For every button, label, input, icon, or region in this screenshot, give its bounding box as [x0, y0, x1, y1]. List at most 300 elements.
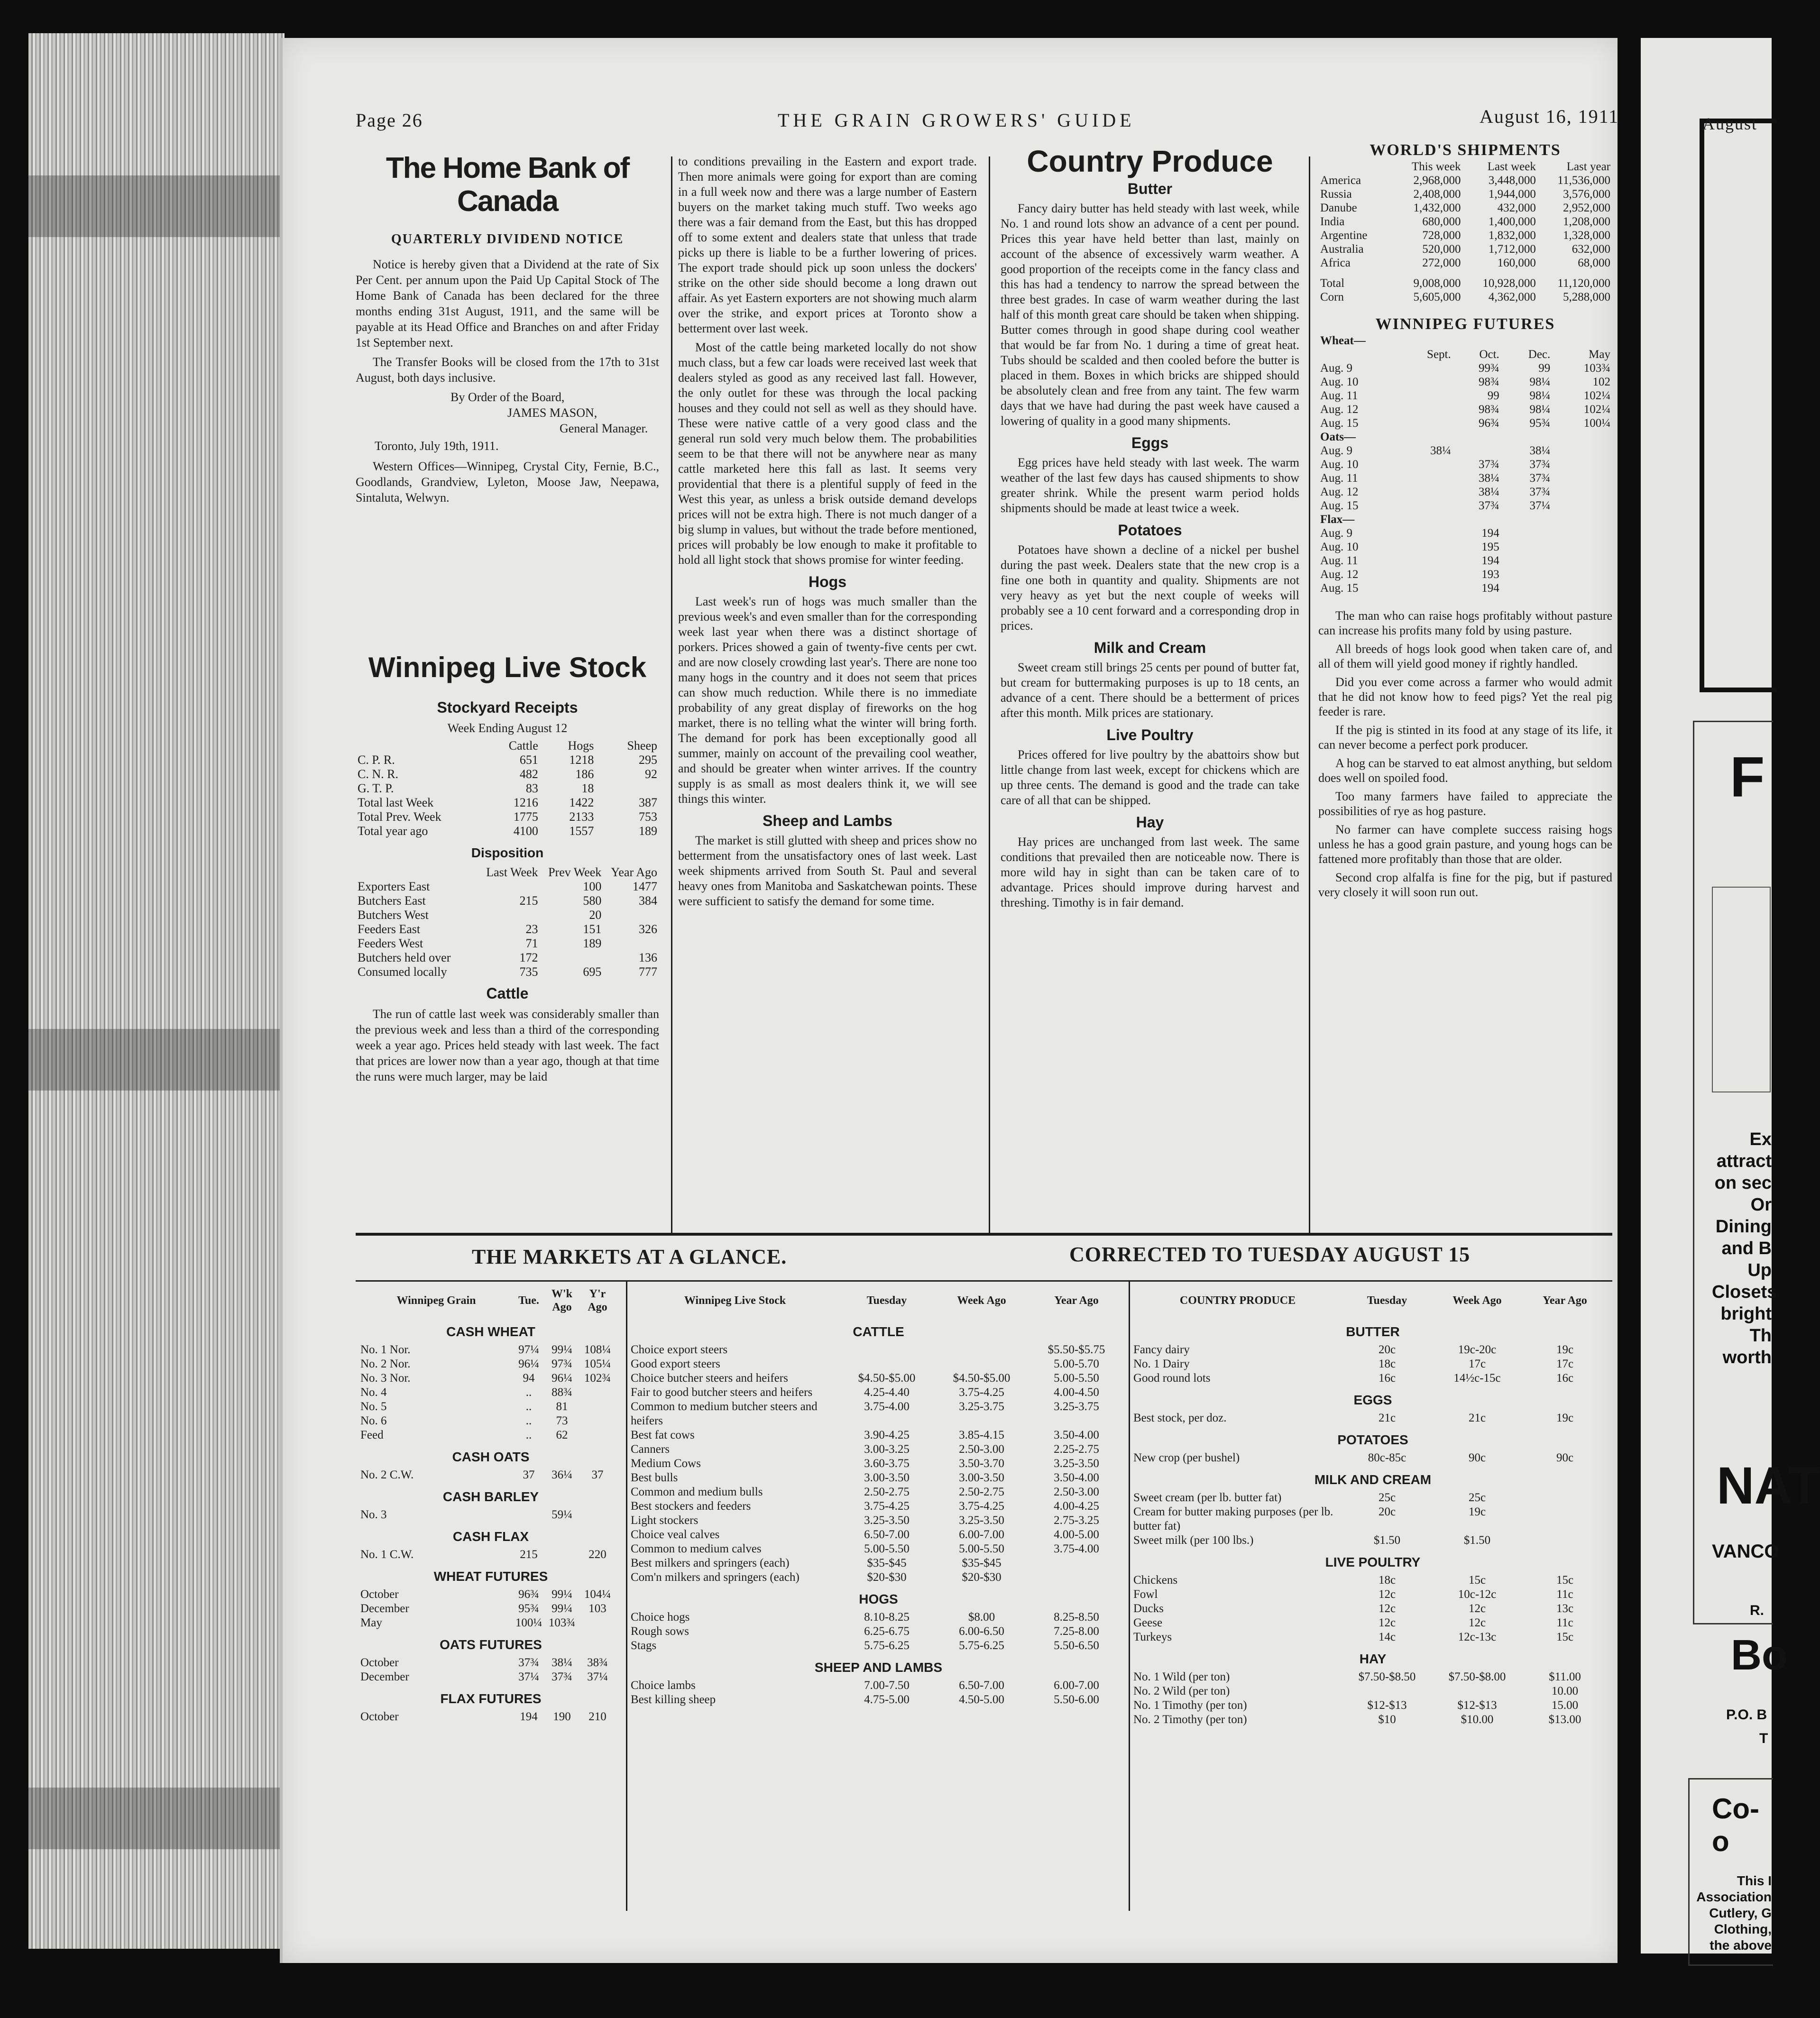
market-row — [360, 1548, 621, 1562]
price-cell: 99¼ — [552, 1602, 572, 1615]
column-header: Hogs — [568, 739, 594, 752]
hog-tip: A hog can be starved to eat almost anything, but seldom does well on spoiled food. — [1318, 756, 1612, 785]
table-row — [1318, 471, 1612, 485]
table-cell: 695 — [583, 965, 602, 979]
table-row — [1318, 444, 1612, 458]
item-label: Ducks — [1133, 1602, 1164, 1615]
price-cell — [839, 1357, 934, 1371]
market-row — [631, 1679, 1126, 1693]
hog-tip: Second crop alfalfa is fine for the pig, but if pastured very closely it will soon run out. — [1318, 871, 1612, 899]
disposition-title: Disposition — [471, 845, 544, 860]
price-cell: 3.75-4.25 — [864, 1500, 910, 1513]
item-label: December — [360, 1670, 409, 1683]
column-header: Sheep — [627, 739, 657, 752]
item-label: Best stock, per doz. — [1133, 1412, 1227, 1424]
table-cell — [478, 880, 540, 894]
row-label: Total — [1320, 277, 1345, 290]
market-row — [1133, 1630, 1612, 1644]
price-cell: 2.50-3.00 — [959, 1443, 1004, 1456]
row-label: Aug. 10 — [1320, 541, 1359, 553]
disposition-table — [356, 865, 659, 979]
ad-line: on sec — [1714, 1173, 1772, 1193]
market-row — [1133, 1451, 1612, 1465]
table-cell: 735 — [519, 965, 538, 979]
ad-po: P.O. B — [1726, 1707, 1767, 1723]
table-cell: 95¾ — [1529, 417, 1551, 430]
price-cell: 12c — [1378, 1602, 1396, 1615]
market-row — [1133, 1411, 1612, 1425]
price-cell: $4.50-$5.00 — [953, 1372, 1011, 1385]
market-section: BUTTER — [1346, 1324, 1400, 1339]
ad-line: Th — [1749, 1326, 1772, 1346]
item-label: Best killing sheep — [631, 1693, 716, 1706]
column-header: Tue. — [518, 1294, 539, 1307]
ad-line: bright — [1720, 1304, 1772, 1324]
page-number: Page 26 — [356, 110, 423, 131]
table-cell — [1552, 526, 1612, 540]
table-row — [356, 951, 659, 965]
market-row — [1133, 1491, 1612, 1505]
bank-place: Toronto, July 19th, 1911. — [375, 439, 499, 453]
hog-tip: No farmer can have complete success raising hogs unless he has a good grain pasture, and young hogs can be fattened more profitably than those that are older. — [1318, 823, 1612, 866]
table-cell — [1398, 581, 1453, 595]
table-cell: 23 — [525, 922, 538, 936]
table-row — [1318, 389, 1612, 403]
table-cell: 68,000 — [1578, 257, 1610, 269]
price-cell: 12c — [1378, 1616, 1396, 1629]
markets-corrected: CORRECTED TO TUESDAY AUGUST 15 — [1069, 1243, 1471, 1266]
price-cell: $35-$45 — [867, 1557, 907, 1569]
table-cell — [1453, 444, 1501, 458]
price-cell: 25c — [1378, 1491, 1396, 1504]
price-cell: 96¾ — [518, 1588, 539, 1601]
table-cell: 195 — [1481, 541, 1499, 553]
table-cell: 5,288,000 — [1563, 291, 1610, 303]
market-row — [1133, 1573, 1612, 1587]
ad-line: Or — [1750, 1195, 1772, 1215]
table-row — [1318, 187, 1612, 201]
row-label: Exporters East — [358, 880, 430, 893]
column-header: This week — [1412, 160, 1461, 173]
row-label: Aug. 12 — [1320, 486, 1359, 498]
row-label: Aug. 12 — [1320, 568, 1359, 581]
table-row — [356, 810, 659, 824]
market-row — [631, 1385, 1126, 1400]
ad-line: Cutlery, G — [1709, 1906, 1772, 1920]
item-label: Choice veal calves — [631, 1528, 720, 1541]
price-cell: 2.25-2.75 — [1054, 1443, 1099, 1456]
table-cell: 186 — [575, 767, 594, 781]
table-cell — [1501, 568, 1552, 581]
item-label: No. 6 — [360, 1414, 387, 1427]
table-cell: 83 — [525, 781, 538, 795]
column-header: May — [1589, 348, 1610, 361]
item-label: Common to medium calves — [631, 1542, 762, 1555]
price-cell: $10 — [1378, 1713, 1396, 1726]
market-section: MILK AND CREAM — [1314, 1472, 1432, 1487]
cattle-paragraph: Most of the cattle being marketed locally do not show much class, but a few car loads were received last week that dealers styled as good as any received last fall. However, the only outlet for these was through the local packing houses and they could not sell as well as they should have. These were native cattle of a very good class and the general run sold very much below them. The probabilities seem to be that there will not be anywhere near as many cattle marketed here this fall as last. It seems very providential that there is a plentiful supply of feed in the West this year, as unless a brisk outside demand develops prices will not be extra high. There is not much danger of a big slump in values, but without the trade before mentioned, prices will probably be low enough to make it profitable to hold all light stock that shows promise for winter feeding. — [678, 340, 977, 567]
market-section: CASH BARLEY — [442, 1489, 539, 1504]
price-cell: $5.50-$5.75 — [1048, 1343, 1105, 1356]
table-cell: 1,328,000 — [1563, 229, 1610, 242]
table-row — [356, 796, 659, 810]
price-cell: 3.50-3.70 — [959, 1457, 1004, 1470]
ad-line: Closets — [1712, 1282, 1777, 1302]
item-label: Choice lambs — [631, 1679, 696, 1692]
price-cell: 3.75-4.00 — [864, 1400, 910, 1413]
market-row — [631, 1457, 1126, 1471]
market-header — [1133, 1284, 1612, 1317]
row-label: C. N. R. — [358, 767, 398, 781]
price-cell: 5.00-5.50 — [1054, 1372, 1099, 1385]
price-cell: 3.25-3.75 — [959, 1400, 1004, 1413]
price-cell — [934, 1343, 1029, 1357]
price-cell: 6.00-7.00 — [1054, 1679, 1099, 1692]
price-cell: 108¼ — [584, 1343, 611, 1356]
row-label: Aug. 11 — [1320, 554, 1358, 567]
ad-line: attract — [1716, 1151, 1772, 1171]
table-cell: 272,000 — [1422, 257, 1461, 269]
table-header-row — [356, 739, 659, 753]
table-row — [1318, 499, 1612, 513]
price-cell: 3.60-3.75 — [864, 1457, 910, 1470]
market-row — [631, 1357, 1126, 1371]
market-row — [1133, 1533, 1612, 1548]
table-row — [1318, 375, 1612, 389]
table-cell — [596, 781, 659, 796]
table-cell: 4100 — [513, 824, 538, 838]
price-cell: 215 — [520, 1548, 538, 1561]
price-cell: 37¾ — [552, 1670, 572, 1683]
price-cell — [579, 1400, 616, 1414]
bank-paragraph: Notice is hereby given that a Dividend at the rate of Six Per Cent. per annum upon the Paid Up Capital Stock of The Home Bank of Canada has been declared for the three months ending 31st August, 1911, and the same will be payable at its Head Office and Branches on and after Friday 1st September next. — [356, 257, 659, 349]
price-cell: .. — [525, 1386, 532, 1399]
price-cell: 12c — [1468, 1602, 1486, 1615]
market-row — [631, 1693, 1126, 1707]
price-cell: 90c — [1468, 1451, 1486, 1464]
price-cell — [512, 1508, 545, 1522]
table-cell: 98¼ — [1529, 389, 1551, 402]
price-cell: $7.50-$8.00 — [1448, 1670, 1506, 1683]
price-cell: $8.00 — [968, 1611, 995, 1624]
price-cell: 6.50-7.00 — [959, 1679, 1004, 1692]
row-label: Aug. 12 — [1320, 403, 1359, 416]
market-row — [360, 1428, 621, 1442]
market-section: HAY — [1359, 1651, 1387, 1666]
row-label: Butchers East — [358, 894, 426, 908]
item-label: Best fat cows — [631, 1429, 695, 1441]
price-cell — [1522, 1491, 1608, 1505]
price-cell: 4.50-5.00 — [959, 1693, 1004, 1706]
row-label: Russia — [1320, 188, 1352, 201]
livestock-title: Winnipeg Live Stock — [368, 651, 647, 683]
table-row — [1318, 174, 1612, 187]
country-produce — [1001, 142, 1299, 914]
table-cell: 37¾ — [1529, 472, 1551, 485]
price-cell: 90c — [1556, 1451, 1574, 1464]
price-cell: 25c — [1468, 1491, 1486, 1504]
table-cell: 777 — [639, 965, 657, 979]
table-row — [1318, 361, 1612, 375]
commodity-label: Wheat— — [1320, 334, 1366, 347]
row-label: Consumed locally — [358, 965, 447, 979]
item-label: No. 1 Timothy (per ton) — [1133, 1699, 1247, 1712]
item-label: New crop (per bushel) — [1133, 1451, 1240, 1464]
ad-nat: NAT — [1717, 1457, 1820, 1515]
market-row — [360, 1710, 621, 1724]
price-cell: 7.25-8.00 — [1054, 1625, 1099, 1638]
column-header: Prev Week — [548, 865, 602, 879]
row-label: Aug. 9 — [1320, 362, 1353, 375]
hogs-paragraph: Last week's run of hogs was much smaller than the previous week's and even smaller than for the corresponding week last year when there was a distinct shortage of porkers. Prices showed a gain of twenty-five cents per cwt. and are now closely crowding last year's. There are none too many hogs in the country and it does not seem that prices can show much reduction. While there is no immediate probability of any great display of fireworks on the hog market, there is no telling what the winter will bring forth. The demand for pork has been exceptionally good all summer, mainly on account of the prevailing cool weather, and should be greater when winter arrives. If the country supply is as small as most dealers think it, we will see things this winter. — [678, 595, 977, 806]
table-cell: 102¼ — [1583, 389, 1610, 402]
spacer-cell — [1318, 270, 1393, 276]
item-label: Feed — [360, 1429, 384, 1441]
item-label: October — [360, 1656, 399, 1669]
table-cell — [1552, 540, 1612, 554]
row-label: America — [1320, 174, 1361, 187]
table-cell: 194 — [1481, 527, 1499, 540]
table-cell: 387 — [639, 796, 657, 809]
market-row — [631, 1514, 1126, 1528]
table-cell: 160,000 — [1497, 257, 1536, 269]
total-row — [1318, 276, 1612, 290]
item-label: Sweet cream (per lb. butter fat) — [1133, 1491, 1282, 1504]
price-cell: 37 — [591, 1468, 604, 1481]
price-cell: 7.00-7.50 — [864, 1679, 910, 1692]
table-cell: 193 — [1481, 568, 1499, 581]
shipments-table — [1318, 160, 1612, 304]
table-cell: 215 — [519, 894, 538, 908]
price-cell: 3.25-3.75 — [1054, 1400, 1099, 1413]
row-label: Butchers West — [358, 908, 429, 922]
column-header: Last Week — [486, 865, 538, 879]
item-label: Rough sows — [631, 1625, 689, 1638]
market-section: FLAX FUTURES — [440, 1691, 542, 1706]
table-cell: 98¼ — [1529, 376, 1551, 388]
price-cell: 4.00-4.25 — [1054, 1500, 1099, 1513]
row-label: G. T. P. — [358, 781, 394, 795]
edge-shadow — [28, 1788, 285, 1849]
price-cell: 3.90-4.25 — [864, 1429, 910, 1441]
item-label: Good round lots — [1133, 1372, 1211, 1385]
column-header: W'k Ago — [551, 1288, 572, 1313]
price-cell — [1522, 1533, 1608, 1548]
table-cell — [1398, 526, 1453, 540]
market-section: CATTLE — [853, 1324, 904, 1339]
market-row — [1133, 1505, 1612, 1533]
price-cell: 2.50-3.00 — [1054, 1486, 1099, 1498]
table-cell — [1552, 458, 1612, 471]
bank-manager-role: General Manager. — [560, 422, 648, 435]
price-cell: $12-$13 — [1457, 1699, 1497, 1712]
price-cell: 14½c-15c — [1453, 1372, 1501, 1385]
table-row — [1318, 581, 1612, 595]
table-cell: 5,605,000 — [1413, 291, 1461, 303]
market-section: CASH WHEAT — [446, 1324, 535, 1339]
table-row — [1318, 458, 1612, 471]
price-cell: 2.50-2.75 — [864, 1486, 910, 1498]
price-cell: 10.00 — [1551, 1685, 1579, 1697]
ad-vanco: VANCO — [1712, 1541, 1779, 1562]
price-cell — [579, 1385, 616, 1400]
produce-prices — [1133, 1284, 1612, 1727]
price-cell: 13c — [1556, 1602, 1574, 1615]
table-cell — [1552, 471, 1612, 485]
price-cell: 103 — [588, 1602, 607, 1615]
item-label: Light stockers — [631, 1514, 699, 1527]
table-cell: 2,408,000 — [1413, 188, 1461, 201]
price-cell: 5.00-5.50 — [959, 1542, 1004, 1555]
table-cell: 38¼ — [1479, 472, 1499, 485]
row-label: Feeders East — [358, 922, 421, 936]
table-row — [1318, 526, 1612, 540]
column-rule — [1309, 156, 1310, 1233]
livestock-section — [356, 650, 659, 1088]
item-label: No. 2 Wild (per ton) — [1133, 1685, 1230, 1697]
price-cell: 62 — [556, 1429, 568, 1441]
table-cell: 2,968,000 — [1413, 174, 1461, 187]
ad-line: Ex — [1749, 1129, 1772, 1149]
price-cell: 3.00-3.25 — [864, 1443, 910, 1456]
table-row — [1318, 242, 1612, 256]
column-header: Dec. — [1528, 348, 1551, 361]
table-cell: 2,952,000 — [1563, 202, 1610, 214]
price-cell: 37¼ — [587, 1670, 608, 1683]
price-cell: $7.50-$8.50 — [1358, 1670, 1416, 1683]
market-report — [678, 154, 977, 913]
table-header-row — [356, 865, 659, 880]
table-cell — [1398, 540, 1453, 554]
market-row — [360, 1414, 621, 1428]
market-section: CASH FLAX — [452, 1529, 529, 1544]
item-label: Choice hogs — [631, 1611, 690, 1624]
table-cell: 37¾ — [1529, 458, 1551, 471]
price-cell: $10.00 — [1461, 1713, 1494, 1726]
price-cell: 6.25-6.75 — [864, 1625, 910, 1638]
table-cell — [1398, 568, 1453, 581]
table-cell: 1422 — [569, 796, 594, 809]
price-cell: 11c — [1556, 1616, 1573, 1629]
table-cell: 632,000 — [1572, 243, 1610, 256]
table-cell: 384 — [639, 894, 657, 908]
table-cell: 189 — [583, 936, 602, 950]
table-cell: 1,432,000 — [1413, 202, 1461, 214]
ad-line: Clothing, — [1714, 1922, 1772, 1936]
price-cell: 20c — [1378, 1343, 1396, 1356]
table-cell: 100 — [583, 880, 602, 893]
hog-tip: All breeds of hogs look good when taken care of, and all of them will yield good money if rightly handled. — [1318, 642, 1612, 670]
price-cell: 88¾ — [552, 1386, 572, 1399]
table-row — [1318, 403, 1612, 416]
price-cell: .. — [525, 1414, 532, 1427]
ad-line: Dining — [1715, 1217, 1772, 1237]
column-header — [1318, 348, 1398, 361]
column-header: Week Ago — [1452, 1294, 1502, 1307]
sheep-paragraph: The market is still glutted with sheep and prices show no betterment from the unsatisfactory ones of last week. Last week shipments arrived from South St. Paul and several heavy ones from Manitoba and Saskatchewan points. These were sufficient to satisfy the demand for some time. — [678, 834, 977, 908]
market-header — [360, 1284, 621, 1317]
price-cell: 210 — [588, 1710, 607, 1723]
table-cell — [1398, 485, 1453, 499]
item-label: No. 2 Nor. — [360, 1358, 411, 1370]
price-cell — [1432, 1684, 1522, 1698]
table-cell: 100¼ — [1583, 417, 1610, 430]
table-row — [356, 908, 659, 922]
item-label: Fowl — [1133, 1588, 1158, 1601]
price-cell: 21c — [1378, 1412, 1396, 1424]
market-row — [1133, 1616, 1612, 1630]
price-cell: 15c — [1556, 1574, 1574, 1587]
table-cell: 38¼ — [1430, 444, 1451, 457]
right-page-fragment — [1641, 38, 1820, 1954]
market-section: LIVE POULTRY — [1325, 1555, 1421, 1569]
price-cell: 96¼ — [518, 1358, 539, 1370]
item-label: Common and medium bulls — [631, 1486, 763, 1498]
table-cell: 295 — [639, 753, 657, 767]
row-label: Africa — [1320, 257, 1351, 269]
item-label: Choice butcher steers and heifers — [631, 1372, 788, 1385]
price-cell: 3.00-3.50 — [959, 1471, 1004, 1484]
table-cell — [1398, 458, 1453, 471]
ad-line: the above — [1710, 1938, 1772, 1953]
item-label: Common to medium butcher steers and heifers — [631, 1400, 818, 1427]
market-row — [631, 1556, 1126, 1570]
price-cell: 4.25-4.40 — [864, 1386, 910, 1399]
table-cell — [1552, 444, 1612, 458]
item-label: Best milkers and springers (each) — [631, 1557, 790, 1569]
table-cell: 92 — [645, 767, 657, 781]
price-cell: 3.00-3.50 — [864, 1471, 910, 1484]
ad-illustration — [1712, 887, 1771, 1092]
table-row — [1318, 568, 1612, 581]
price-cell: 20c — [1378, 1505, 1396, 1518]
market-row — [360, 1468, 621, 1482]
table-cell: 98¾ — [1479, 403, 1499, 416]
table-cell — [1501, 581, 1552, 595]
table-cell: 580 — [583, 894, 602, 908]
ad-bo: Bo — [1731, 1632, 1788, 1679]
item-label: Turkeys — [1133, 1631, 1172, 1643]
section-rule — [356, 1233, 1612, 1236]
table-row — [1318, 229, 1612, 242]
edge-shadow — [28, 1029, 285, 1091]
price-cell: 4.75-5.00 — [864, 1693, 910, 1706]
market-row — [631, 1639, 1126, 1653]
table-cell: 99 — [1538, 362, 1551, 375]
column-header — [356, 739, 478, 753]
ad-line: Up — [1747, 1260, 1772, 1280]
market-row — [631, 1624, 1126, 1639]
price-cell: 12c-13c — [1458, 1631, 1497, 1643]
table-row — [356, 781, 659, 796]
column-header: Cattle — [508, 739, 538, 752]
table-cell — [1398, 554, 1453, 568]
price-cell: 3.85-4.15 — [959, 1429, 1004, 1441]
price-cell: 102¾ — [584, 1372, 611, 1385]
table-cell: 38¼ — [1529, 444, 1551, 457]
poultry-title: Live Poultry — [1106, 726, 1194, 743]
ad-line: and B — [1721, 1238, 1772, 1258]
item-label: October — [360, 1588, 399, 1601]
row-label: Australia — [1320, 243, 1364, 256]
table-cell: 11,120,000 — [1557, 277, 1610, 290]
price-cell: $13.00 — [1548, 1713, 1581, 1726]
table-row — [356, 965, 659, 979]
table-cell — [478, 908, 540, 922]
price-cell: 99¼ — [552, 1343, 572, 1356]
price-cell: 3.25-3.50 — [864, 1514, 910, 1527]
edge-shadow — [28, 175, 285, 237]
